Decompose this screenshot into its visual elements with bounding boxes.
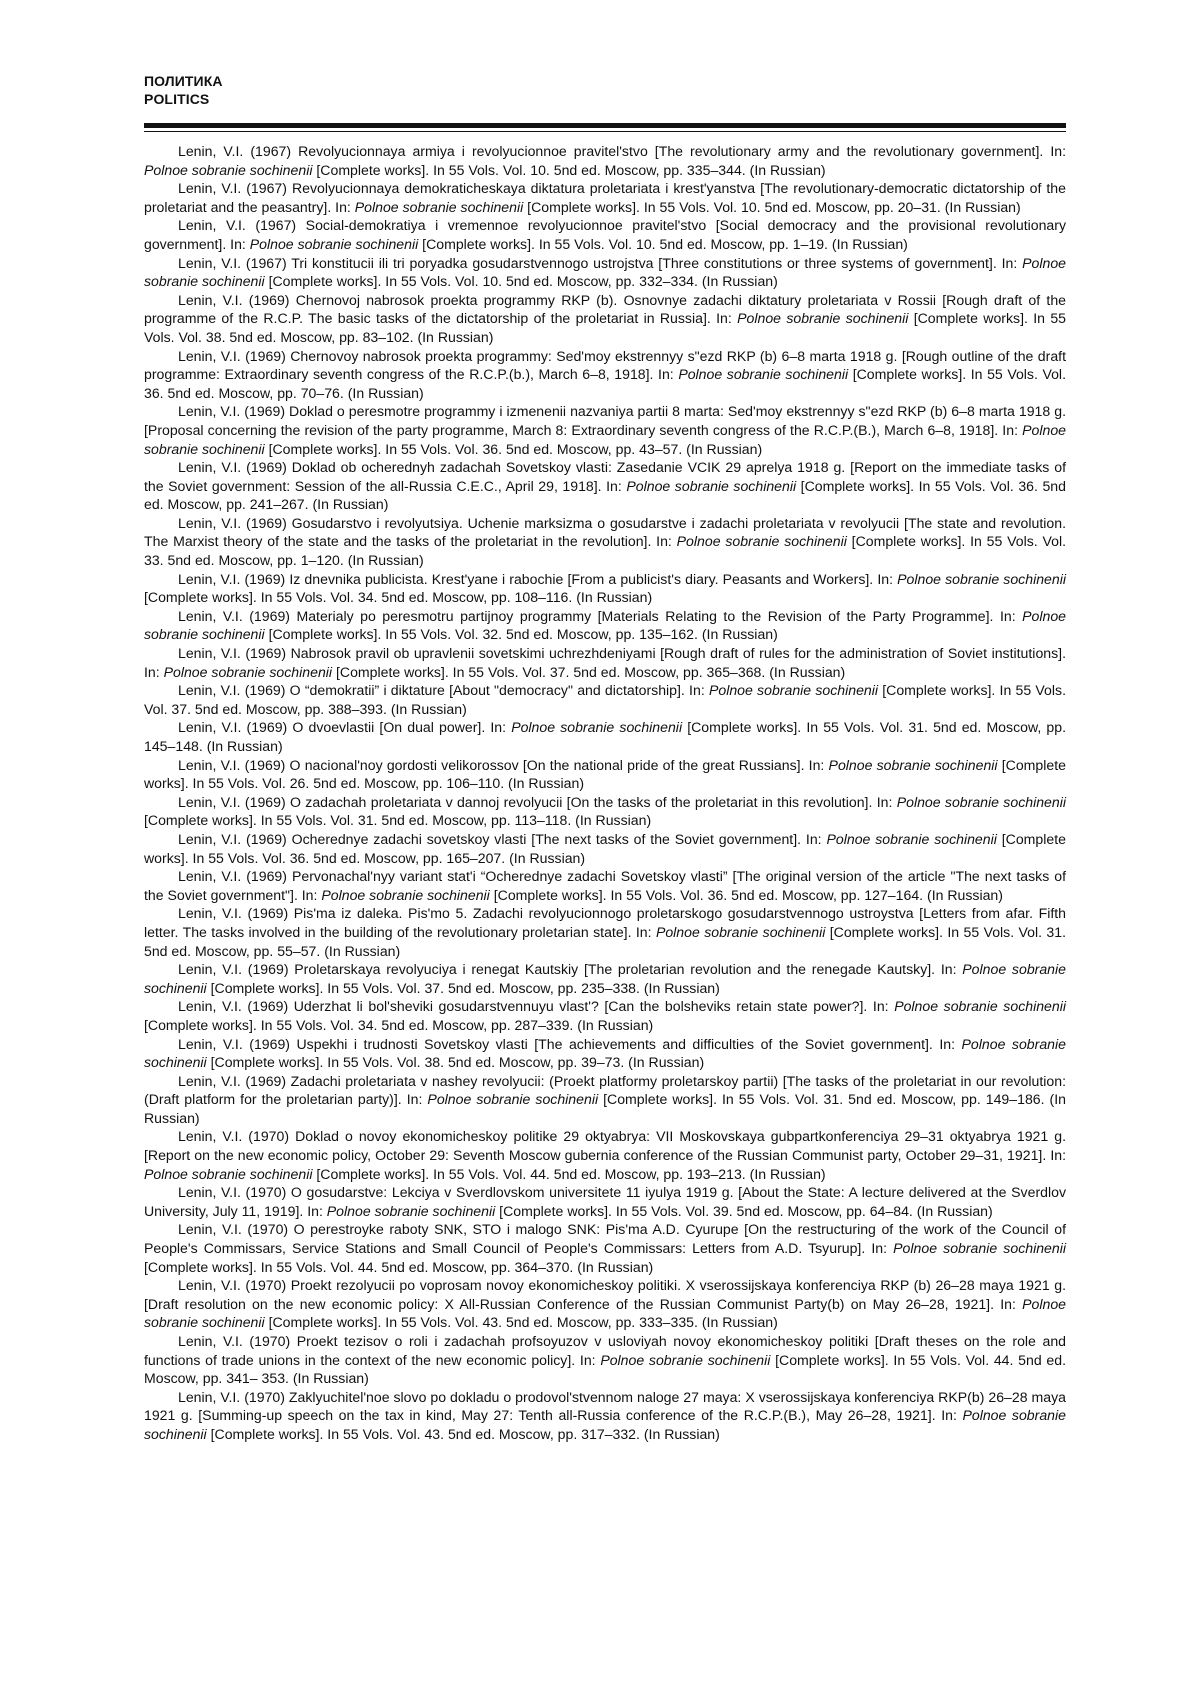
reference-details: [Complete works]. In 55 Vols. Vol. 31. 5nd ed. Moscow, pp. 149–186. (In Russian) [144,1091,1067,1126]
reference-details: [Complete works]. In 55 Vols. Vol. 36. 5nd ed. Moscow, pp. 241–267. (In Russian) [144,477,1066,513]
reference-details: [Complete works]. In 55 Vols. Vol. 44. 5nd ed. Moscow, pp. 364–370. (In Russian) [144,1258,654,1275]
reference-text: Lenin, V.I. (1969) Iz dnevnika publicista. Krest'yane i rabochie [From a publicist's diary. Peasants and Workers]. In: [178,570,898,587]
reference-details: [Complete works]. In 55 Vols. Vol. 10. 5nd ed. Moscow, pp. 332–334. (In Russian) [264,273,778,290]
reference-entry [144,793,1066,830]
reference-source-title: Polnoe sobranie sochinenii [626,477,797,494]
running-header [144,72,223,108]
reference-source-title: Polnoe sobranie sochinenii [893,1240,1066,1257]
reference-details: [Complete works]. In 55 Vols. Vol. 34. 5nd ed. Moscow, pp. 287–339. (In Russian) [144,1016,654,1033]
reference-text: Lenin, V.I. (1969) Ocherednye zadachi sovetskoy vlasti [The next tasks of the Soviet government]. In: [178,830,827,847]
reference-text: Lenin, V.I. (1969) O “demokratii” i diktature [About "democracy" and dictatorship]. In: [178,682,709,699]
reference-entry [144,179,1066,216]
reference-source-title: Polnoe sobranie sochinenii [326,1202,496,1219]
reference-text: Lenin, V.I. (1969) Nabrosok pravil ob upravlenii sovetskimi uchrezhdeniyami [Rough draft of rules for the administration of Soviet institutions]. In: [144,645,1066,680]
reference-entry [144,1072,1066,1128]
reference-entry [144,718,1066,755]
reference-source-title: Polnoe sobranie sochinenii [678,366,849,383]
reference-entry [144,644,1066,681]
reference-entry [144,1332,1066,1388]
reference-details: [Complete works]. In 55 Vols. Vol. 10. 5nd ed. Moscow, pp. 335–344. (In Russian) [312,161,826,178]
reference-text: Lenin, V.I. (1967) Revolyucionnaya armiya i revolyucionnoe pravitel'stvo [The revolutionary army and the revolutionary government]. In: [178,143,1066,159]
reference-text: Lenin, V.I. (1969) Doklad ob ocherednyh zadachah Sovetskoy vlasti: Zasedanie VCIK 29 aprelya 1918 g. [Report on the immediate tasks of the Soviet government: Session of the all-Russia C.E.C., April 29, 1918]. In: [144,459,1066,494]
reference-details: [Complete works]. In 55 Vols. Vol. 43. 5nd ed. Moscow, pp. 317–332. (In Russian) [206,1425,720,1442]
reference-source-title: Polnoe sobranie sochinenii [826,830,997,847]
reference-source-title: Polnoe sobranie sochinenii [144,421,1066,457]
reference-details: [Complete works]. In 55 Vols. Vol. 44. 5nd ed. Moscow, pp. 341– 353. (In Russian) [144,1351,1066,1387]
reference-text: Lenin, V.I. (1969) Chernovoj nabrosok proekta programmy RKP (b). Osnovnye zadachi diktatury proletariata v Rossii [Rough draft of the programme of the R.C.P. The basic tasks of the dictatorship of the proletariat in Russia]. In: [144,291,1066,327]
reference-details: [Complete works]. In 55 Vols. Vol. 31. 5nd ed. Moscow, pp. 113–118. (In Russian) [144,812,652,829]
reference-source-title: Polnoe sobranie sochinenii [144,254,1066,290]
reference-details: [Complete works]. In 55 Vols. Vol. 10. 5nd ed. Moscow, pp. 1–19. (In Russian) [418,235,908,252]
reference-source-title: Polnoe sobranie sochinenii [144,1035,1066,1071]
reference-text: Lenin, V.I. (1969) O zadachah proletariata v dannoj revolyucii [On the tasks of the proletariat in this revolution]. In: [178,793,897,810]
reference-details: [Complete works]. In 55 Vols. Vol. 34. 5nd ed. Moscow, pp. 108–116. (In Russian) [144,589,653,606]
reference-entry [144,960,1066,997]
reference-text: Lenin, V.I. (1969) Pervonachal'nyy variant stat'i “Ocherednye zadachi Sovetskoy vlasti” [The original version of the article "The next tasks of the Soviet government"]. In: [144,868,1066,903]
reference-text: Lenin, V.I. (1970) Proekt tezisov o roli i zadachah profsoyuzov v usloviyah novoy ekonomicheskoy politiki [Draft theses on the role and functions of trade unions in the context of the new economic policy]. In: [144,1333,1066,1368]
reference-text: Lenin, V.I. (1969) O dvoevlastii [On dual power]. In: [178,719,512,736]
reference-source-title: Polnoe sobranie sochinenii [600,1351,771,1368]
reference-details: [Complete works]. In 55 Vols. Vol. 36. 5nd ed. Moscow, pp. 43–57. (In Russian) [264,440,763,457]
reference-source-title: Polnoe sobranie sochinenii [896,793,1066,810]
header-rule-thin [144,131,1066,132]
reference-details: [Complete works]. In 55 Vols. Vol. 31. 5nd ed. Moscow, pp. 55–57. (In Russian) [144,923,1066,959]
reference-entry [144,514,1066,570]
reference-entry [144,142,1066,179]
reference-details: [Complete works]. In 55 Vols. Vol. 36. 5nd ed. Moscow, pp. 70–76. (In Russian) [144,366,1066,401]
reference-entry [144,997,1066,1034]
reference-entry [144,570,1066,607]
reference-text: Lenin, V.I. (1970) Zaklyuchitel'noe slovo po dokladu o prodovol'stvennom naloge 27 maya: X vserossijskaya konferenciya RKP(b) 26–28 maya 1921 g. [Summing-up speech on the tax in kind, May 27: Tenth all-Russia conference of the R.C.P.(B.), May 26–28, 1921]. In: [144,1388,1066,1424]
reference-source-title: Polnoe sobranie sochinenii [144,607,1066,643]
reference-source-title: Polnoe sobranie sochinenii [163,663,333,680]
reference-details: [Complete works]. In 55 Vols. Vol. 36. 5nd ed. Moscow, pp. 165–207. (In Russian) [144,830,1066,866]
reference-entry [144,216,1066,253]
reference-entry [144,1183,1066,1220]
reference-source-title: Polnoe sobranie sochinenii [897,570,1066,587]
reference-source-title: Polnoe sobranie sochinenii [321,886,490,903]
reference-details: [Complete works]. In 55 Vols. Vol. 26. 5nd ed. Moscow, pp. 106–110. (In Russian) [144,756,1066,792]
reference-entry [144,867,1066,904]
reference-source-title: Polnoe sobranie sochinenii [511,719,683,736]
reference-entry [144,607,1066,644]
reference-source-title: Polnoe sobranie sochinenii [737,310,909,327]
reference-text: Lenin, V.I. (1970) O perestroyke raboty SNK, STO i malogo SNK: Pis'ma A.D. Cyurupe [On the restructuring of the work of the Council of People's Commissars, Service Stations and Small Council of People's Commissars: Letters from A.D. Tsyurup]. In: [144,1221,1066,1257]
reference-details: [Complete works]. In 55 Vols. Vol. 31. 5nd ed. Moscow, pp. 145–148. (In Russian) [144,719,1066,754]
reference-details: [Complete works]. In 55 Vols. Vol. 38. 5nd ed. Moscow, pp. 83–102. (In Russian) [144,310,1066,345]
reference-text: Lenin, V.I. (1969) Gosudarstvo i revolyutsiya. Uchenie marksizma o gosudarstve i zadachi proletariata v revolyucii [The state and revolution. The Marxist theory of the state and the tasks of the proletariat in the revolution]. In: [144,514,1066,550]
reference-details: [Complete works]. In 55 Vols. Vol. 37. 5nd ed. Moscow, pp. 235–338. (In Russian) [206,979,720,996]
reference-text: Lenin, V.I. (1969) Doklad o peresmotre programmy i izmenenii nazvaniya partii 8 marta: Sed'moy ekstrennyy s"ezd RKP (b) 6–8 marta 1918 g. [Proposal concerning the revision of the party programme, March 8: Extraordinary seventh congress of the R.C.P.(B.), March 6–8, 1918]. In: [144,403,1066,438]
reference-text: Lenin, V.I. (1967) Social-demokratiya i vremennoe revolyucionnoe pravitel'stvo [Social democracy and the provisional revolutionary government]. In: [144,217,1066,252]
reference-details: [Complete works]. In 55 Vols. Vol. 37. 5nd ed. Moscow, pp. 388–393. (In Russian) [144,682,1066,717]
reference-entry [144,458,1066,514]
reference-source-title: Polnoe sobranie sochinenii [655,923,826,940]
reference-source-title: Polnoe sobranie sochinenii [708,682,879,699]
reference-entry [144,291,1066,347]
reference-text: Lenin, V.I. (1970) Doklad o novoy ekonomicheskoy politike 29 oktyabrya: VII Moskovskaya gubpartkonferenciya 29–31 oktyabrya 1921 g. [Report on the new economic policy, October 29: Seventh Moscow gubernia conference of the Russian Communist party, October 29–31, 1921]. In: [144,1128,1066,1164]
reference-list [144,142,1066,1444]
reference-source-title: Polnoe sobranie sochinenii [676,533,847,550]
reference-source-title: Polnoe sobranie sochinenii [354,198,524,215]
reference-entry [144,756,1066,793]
reference-text: Lenin, V.I. (1969) Proletarskaya revolyuciya i renegat Kautskiy [The proletarian revolution and the renegade Kautsky]. In: [178,961,963,978]
reference-text: Lenin, V.I. (1970) Proekt rezolyucii po voprosam novoy ekonomicheskoy politiki. X vserossijskaya konferenciya RKP (b) 26–28 maya 1921 g. [Draft resolution on the new economic policy: X All-Russian Conference of the Russian Communist Party(b) on May 26–28, 1921]. In: [144,1277,1066,1312]
reference-details: [Complete works]. In 55 Vols. Vol. 33. 5nd ed. Moscow, pp. 1–120. (In Russian) [144,533,1066,569]
reference-source-title: Polnoe sobranie sochinenii [249,235,419,252]
header-rule-thick [144,123,1066,128]
reference-source-title: Polnoe sobranie sochinenii [144,1407,1066,1442]
reference-details: [Complete works]. In 55 Vols. Vol. 36. 5nd ed. Moscow, pp. 127–164. (In Russian) [489,886,1003,903]
reference-details: [Complete works]. In 55 Vols. Vol. 44. 5nd ed. Moscow, pp. 193–213. (In Russian) [312,1165,826,1182]
reference-text: Lenin, V.I. (1967) Tri konstitucii ili tri poryadka gosudarstvennogo ustrojstva [Three constitutions or three systems of government]. In: [178,254,1023,271]
reference-entry [144,904,1066,960]
reference-entry [144,1388,1066,1444]
reference-source-title: Polnoe sobranie sochinenii [144,1295,1066,1331]
reference-source-title: Polnoe sobranie sochinenii [894,998,1066,1015]
reference-entry [144,830,1066,867]
reference-text: Lenin, V.I. (1969) Pis'ma iz daleka. Pis'mo 5. Zadachi revolyucionnogo proletarskogo gosudarstvennogo ustroystva [Letters from afar. Fifth letter. The tasks involved in the building of the revolutionary proletarian state]. In: [144,905,1066,940]
reference-text: Lenin, V.I. (1969) O nacional'noy gordosti velikorossov [On the national pride of the great Russians]. In: [178,756,829,773]
reference-entry [144,254,1066,291]
reference-source-title: Polnoe sobranie sochinenii [828,756,998,773]
reference-details: [Complete works]. In 55 Vols. Vol. 10. 5nd ed. Moscow, pp. 20–31. (In Russian) [523,198,1021,215]
reference-details: [Complete works]. In 55 Vols. Vol. 43. 5nd ed. Moscow, pp. 333–335. (In Russian) [264,1314,778,1331]
reference-source-title: Polnoe sobranie sochinenii [144,961,1066,996]
reference-entry [144,402,1066,458]
reference-entry [144,1276,1066,1332]
reference-entry [144,347,1066,403]
reference-source-title: Polnoe sobranie sochinenii [144,1165,313,1182]
reference-details: [Complete works]. In 55 Vols. Vol. 38. 5nd ed. Moscow, pp. 39–73. (In Russian) [206,1054,705,1071]
reference-entry [144,1127,1066,1183]
reference-text: Lenin, V.I. (1970) O gosudarstve: Lekciya v Sverdlovskom universitete 11 iyulya 1919 g. [About the State: A lecture delivered at the Sverdlov University, July 11, 1919]. In: [144,1184,1066,1219]
reference-text: Lenin, V.I. (1967) Revolyucionnaya demokraticheskaya diktatura proletariata i krest'yanstva [The revolutionary-democratic dictatorship of the proletariat and the peasantry]. In: [144,180,1066,215]
reference-text: Lenin, V.I. (1969) Uderzhat li bol'sheviki gosudarstvennuyu vlast'? [Can the bolsheviks retain state power?]. In: [178,998,895,1015]
reference-source-title: Polnoe sobranie sochinenii [427,1091,599,1108]
reference-entry [144,1220,1066,1276]
reference-source-title: Polnoe sobranie sochinenii [144,161,313,178]
reference-text: Lenin, V.I. (1969) Zadachi proletariata v nashey revolyucii: (Proekt platformy proletarskoy partii) [The tasks of the proletariat in our revolution: (Draft platform for the proletarian party)]. In: [144,1072,1066,1108]
reference-text: Lenin, V.I. (1969) Chernovoy nabrosok proekta programmy: Sed'moy ekstrennyy s"ezd RKP (b) 6–8 marta 1918 g. [Rough outline of the draft programme: Extraordinary seventh congress of the R.C.P.(b.), March 6–8, 1918]. In: [144,347,1066,383]
reference-details: [Complete works]. In 55 Vols. Vol. 32. 5nd ed. Moscow, pp. 135–162. (In Russian) [264,626,778,643]
reference-entry [144,1035,1066,1072]
reference-text: Lenin, V.I. (1969) Uspekhi i trudnosti Sovetskoy vlasti [The achievements and difficulties of the Soviet government]. In: [178,1035,962,1052]
section-title-russian: ПОЛИТИКА [144,73,223,89]
reference-entry [144,681,1066,718]
reference-details: [Complete works]. In 55 Vols. Vol. 39. 5nd ed. Moscow, pp. 64–84. (In Russian) [495,1202,993,1219]
section-title-english: POLITICS [144,91,210,107]
reference-text: Lenin, V.I. (1969) Materialy po peresmotru partijnoy programmy [Materials Relating to the Revision of the Party Programme]. In: [178,607,1023,624]
reference-details: [Complete works]. In 55 Vols. Vol. 37. 5nd ed. Moscow, pp. 365–368. (In Russian) [332,663,846,680]
